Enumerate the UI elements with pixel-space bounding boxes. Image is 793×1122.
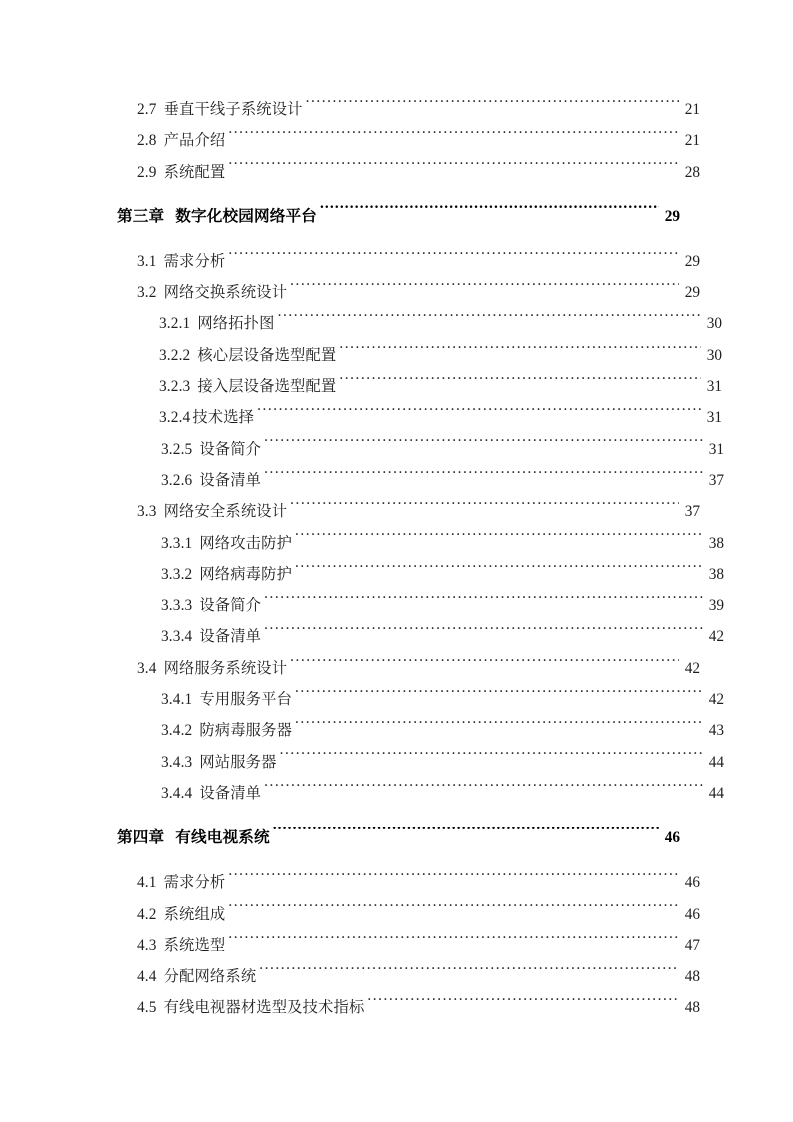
- toc-entry-number: 3.4.2: [161, 722, 193, 740]
- toc-entry-page-number: 37: [684, 503, 700, 521]
- dot-leader: [339, 344, 701, 359]
- toc-entry-number: 3.4.4: [161, 784, 193, 802]
- toc-entry-number: 4.4: [137, 968, 157, 986]
- toc-entry-title: 系统配置: [163, 163, 226, 181]
- dot-leader: [295, 720, 703, 735]
- toc-entry-title: 网络拓扑图: [197, 315, 275, 333]
- toc-entry[interactable]: [137, 125, 700, 156]
- toc-entry-number: 3.3.4: [161, 628, 193, 646]
- dot-leader: [290, 282, 679, 297]
- toc-entry[interactable]: [161, 559, 724, 590]
- toc-entry[interactable]: [117, 201, 680, 233]
- toc-entry-page-number: 31: [706, 378, 722, 396]
- toc-entry-title: 网络服务系统设计: [163, 659, 288, 677]
- toc-entry-page-number: 21: [684, 101, 700, 118]
- toc-entry-number: 3.2.4: [159, 409, 191, 427]
- toc-entry-title: 网站服务器: [199, 753, 277, 771]
- toc-entry-label: [137, 653, 287, 684]
- toc-entry-title: 数字化校园网络平台: [175, 207, 317, 225]
- toc-entry-label: [161, 528, 292, 559]
- dot-leader: [228, 935, 679, 950]
- toc-entry-title: 专用服务平台: [199, 691, 293, 709]
- toc-entry-number: 4.1: [137, 874, 157, 892]
- dot-leader: [367, 997, 679, 1012]
- toc-entry-page-number: 47: [684, 936, 700, 954]
- toc-entry-number: 第四章: [117, 829, 165, 847]
- toc-entry-page-number: 43: [708, 722, 724, 740]
- toc-entry-page-number: 31: [706, 409, 722, 427]
- toc-entry-title: 需求分析: [163, 874, 226, 892]
- toc-entry-label: [137, 899, 225, 930]
- toc-entry-title: 接入层设备选型配置: [197, 378, 337, 396]
- toc-entry-number: 3.2.1: [159, 315, 191, 333]
- dot-leader: [228, 251, 679, 266]
- dot-leader: [228, 872, 679, 887]
- toc-entry-number: 3.2.5: [161, 440, 193, 458]
- toc-entry[interactable]: [137, 992, 700, 1023]
- toc-entry-label: [159, 402, 254, 433]
- toc-entry-page-number: 44: [708, 784, 724, 802]
- toc-entry[interactable]: [161, 528, 724, 559]
- toc-entry-number: 3.2: [137, 284, 157, 302]
- toc-entry-number: 4.3: [137, 936, 157, 954]
- toc-entry-title: 设备清单: [199, 628, 262, 646]
- toc-entry-page-number: 21: [684, 132, 700, 150]
- toc-entry[interactable]: [159, 308, 722, 339]
- toc-entry-label: [159, 340, 336, 371]
- toc-entry-title: 网络交换系统设计: [163, 284, 288, 302]
- toc-entry-title: 垂直干线子系统设计: [163, 101, 303, 118]
- toc-entry-number: 3.1: [137, 252, 157, 270]
- toc-entry-title: 分配网络系统: [163, 968, 257, 986]
- toc-entry-label: [137, 961, 256, 992]
- toc-entry[interactable]: [137, 867, 700, 898]
- dot-leader: [228, 161, 679, 176]
- toc-entry-label: [137, 992, 364, 1023]
- toc-entry-label: [161, 684, 292, 715]
- toc-entry-title: 系统组成: [163, 905, 226, 923]
- toc-entry-number: 3.4: [137, 659, 157, 677]
- toc-entry-page-number: 31: [708, 440, 724, 458]
- toc-entry-number: 3.4.3: [161, 753, 193, 771]
- toc-entry-page-number: 28: [684, 163, 700, 181]
- toc-entry-number: 3.3.1: [161, 534, 193, 552]
- toc-entry-label: [137, 496, 287, 527]
- toc-entry-label: [161, 715, 292, 746]
- toc-entry-title: 有线电视器材选型及技术指标: [163, 999, 365, 1017]
- toc-entry-title: 防病毒服务器: [199, 722, 293, 740]
- toc-entry-number: 4.2: [137, 905, 157, 923]
- toc-entry-title: 核心层设备选型配置: [197, 346, 337, 364]
- toc-entry-number: 3.2.3: [159, 378, 191, 396]
- toc-entry-title: 网络攻击防护: [199, 534, 293, 552]
- toc-entry[interactable]: [137, 930, 700, 961]
- toc-entry[interactable]: [161, 747, 724, 778]
- toc-entry-label: [161, 747, 277, 778]
- toc-entry-number: 2.8: [137, 132, 157, 150]
- toc-entry[interactable]: [137, 246, 700, 277]
- toc-entry-number: 2.7: [137, 101, 157, 118]
- toc-entry-page-number: 42: [708, 628, 724, 646]
- dot-leader: [264, 595, 703, 610]
- toc-entry-title: 产品介绍: [163, 132, 226, 150]
- toc-entry-page-number: 46: [684, 905, 700, 923]
- dot-leader: [290, 501, 679, 516]
- toc-entry[interactable]: [161, 778, 724, 809]
- toc-entry-page-number: 48: [684, 968, 700, 986]
- toc-entry[interactable]: [161, 715, 724, 746]
- toc-entry-page-number: 42: [684, 659, 700, 677]
- toc-entry-number: 3.4.1: [161, 691, 193, 709]
- toc-entry-label: [161, 465, 261, 496]
- toc-entry[interactable]: [137, 899, 700, 930]
- dot-leader: [264, 470, 703, 485]
- toc-entry[interactable]: [137, 653, 700, 684]
- toc-entry[interactable]: [117, 822, 680, 854]
- toc-entry[interactable]: [137, 94, 700, 125]
- toc-entry-title: 网络安全系统设计: [163, 503, 288, 521]
- toc-entry-label: [137, 867, 225, 898]
- toc-entry[interactable]: [137, 157, 700, 188]
- toc-entry-label: [161, 590, 261, 621]
- toc-entry-page-number: 42: [708, 691, 724, 709]
- toc-entry-title: 网络病毒防护: [199, 565, 293, 583]
- toc-entry-number: 第三章: [117, 207, 165, 225]
- dot-leader: [273, 827, 659, 843]
- dot-leader: [264, 438, 703, 453]
- toc-entry[interactable]: [137, 277, 700, 308]
- dot-leader: [264, 626, 703, 641]
- toc-entry-number: 3.3.2: [161, 565, 193, 583]
- dot-leader: [306, 99, 679, 114]
- toc-entry-title: 设备简介: [199, 597, 262, 615]
- toc-entry-page-number: 39: [708, 597, 724, 615]
- toc-entry-page-number: 44: [708, 753, 724, 771]
- toc-entry-title: 系统选型: [163, 936, 226, 954]
- dot-leader: [257, 407, 701, 422]
- toc-entry-title: 有线电视系统: [175, 829, 270, 847]
- toc-entry[interactable]: [161, 684, 724, 715]
- toc-entry-number: 3.2.2: [159, 346, 191, 364]
- toc-entry-page-number: 38: [708, 534, 724, 552]
- toc-entry-title: 设备清单: [199, 784, 262, 802]
- toc-entry-label: [137, 930, 225, 961]
- dot-leader: [339, 376, 701, 391]
- dot-leader: [259, 966, 679, 981]
- dot-leader: [295, 532, 703, 547]
- toc-entry[interactable]: [159, 340, 722, 371]
- toc-entry-number: 4.5: [137, 999, 157, 1017]
- table-of-contents-list: [117, 94, 724, 1024]
- toc-entry-page-number: 30: [706, 346, 722, 364]
- toc-entry-page-number: 29: [684, 284, 700, 302]
- toc-entry-number: 3.3: [137, 503, 157, 521]
- toc-entry[interactable]: [159, 402, 722, 433]
- toc-entry-label: [137, 246, 225, 277]
- toc-entry-number: 3.3.3: [161, 597, 193, 615]
- toc-entry[interactable]: [161, 434, 724, 465]
- toc-entry-page-number: 29: [684, 252, 700, 270]
- toc-entry-label: [159, 308, 275, 339]
- dot-leader: [280, 751, 703, 766]
- toc-entry-label: [159, 371, 336, 402]
- dot-leader: [264, 783, 703, 798]
- toc-entry-title: 设备清单: [199, 471, 262, 489]
- toc-entry-number: 3.2.6: [161, 471, 193, 489]
- toc-entry-label: [117, 822, 270, 854]
- dot-leader: [290, 657, 679, 672]
- toc-entry[interactable]: [137, 961, 700, 992]
- toc-entry-page-number: 37: [708, 471, 724, 489]
- toc-entry-title: 技术选择: [192, 409, 255, 427]
- toc-entry-page-number: 30: [706, 315, 722, 333]
- toc-entry-label: [117, 201, 317, 233]
- toc-entry-title: 设备简介: [199, 440, 262, 458]
- toc-entry[interactable]: [159, 371, 722, 402]
- toc-entry-label: [161, 621, 261, 652]
- toc-entry-page-number: 48: [684, 999, 700, 1017]
- dot-leader: [295, 689, 703, 704]
- toc-entry-page-number: 29: [664, 207, 680, 225]
- dot-leader: [228, 903, 679, 918]
- toc-entry[interactable]: [161, 465, 724, 496]
- toc-entry-label: [161, 559, 292, 590]
- toc-entry-label: [161, 778, 261, 809]
- toc-entry-page-number: 38: [708, 565, 724, 583]
- toc-entry-label: [137, 157, 225, 188]
- toc-entry[interactable]: [161, 590, 724, 621]
- toc-entry-label: [137, 277, 287, 308]
- dot-leader: [295, 564, 703, 579]
- toc-entry[interactable]: [137, 496, 700, 527]
- toc-entry-page-number: 46: [664, 829, 680, 847]
- toc-entry-label: [137, 125, 225, 156]
- dot-leader: [320, 205, 659, 221]
- dot-leader: [278, 313, 701, 328]
- toc-entry-label: [137, 94, 303, 125]
- toc-entry[interactable]: [161, 621, 724, 652]
- dot-leader: [228, 130, 679, 145]
- toc-entry-number: 2.9: [137, 163, 157, 181]
- toc-entry-label: [161, 434, 261, 465]
- toc-entry-page-number: 46: [684, 874, 700, 892]
- toc-entry-title: 需求分析: [163, 252, 226, 270]
